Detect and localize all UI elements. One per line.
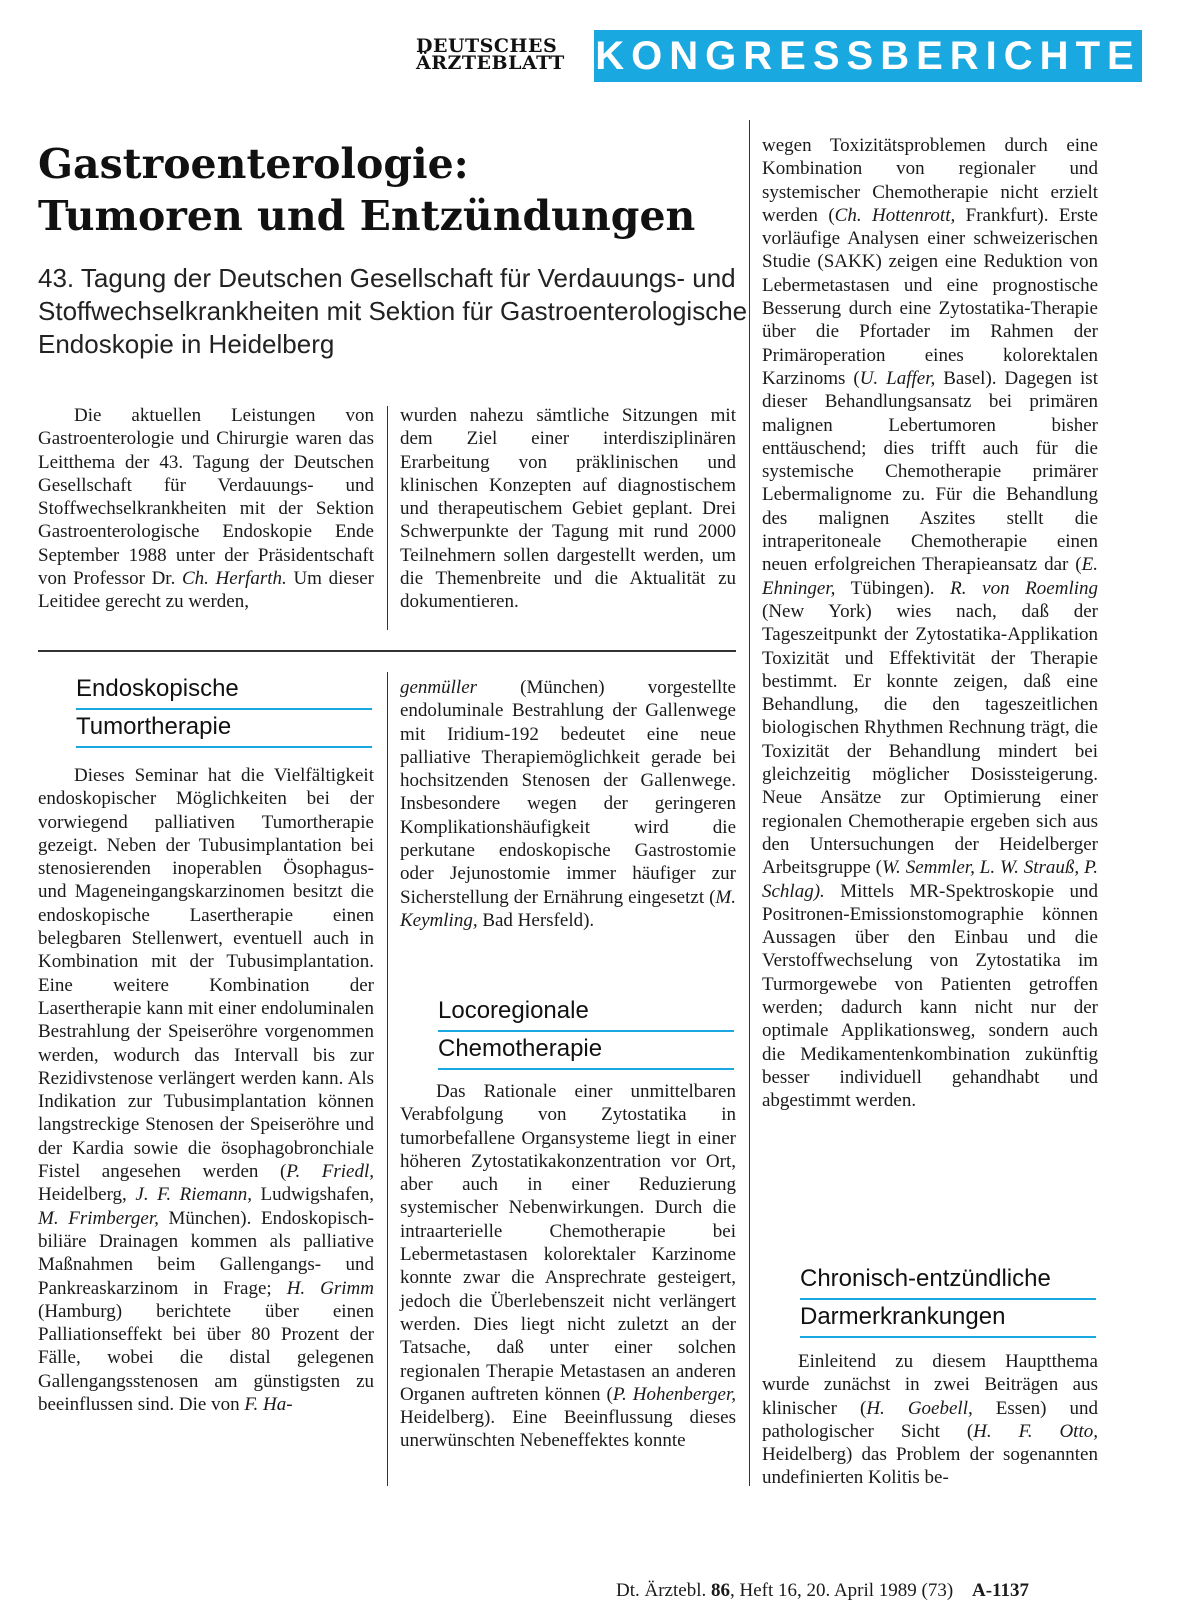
intro-paragraph-cont: wurden nahezu sämtliche Sitzungen mit dem Ziel einer interdisziplinären Erarbeitung von präklinischen und klinischen Konzepten auf diagnostischem und therapeutischem Gebiet geplant. Drei Schwerpunkte der Tagung mit rund 2000 Teilnehmern sollen dargestellt werden, um die Themenbreite und die Aktualität zu dokumentieren.: [400, 405, 736, 613]
article-subtitle: 43. Tagung der Deutschen Gesellschaft für Verdauungs- und Stoffwechselkrankheiten mit Sektion für Gastroenterologische Endoskopie in Heidelberg: [38, 263, 748, 359]
section-heading-endoskopische-tumortherapie: Endoskopische Tumortherapie: [76, 672, 372, 748]
column-divider: [387, 672, 388, 1486]
masthead: [416, 30, 1142, 82]
journal-logo-line2: ÄRZTEBLATT: [416, 52, 565, 74]
article-title-line1: Gastroenterologie:: [38, 140, 469, 188]
author-name: E. Ehninger,: [762, 554, 1098, 599]
column-divider: [749, 120, 750, 1486]
author-name: F. Ha-: [244, 1394, 293, 1416]
author-name: M. Frimberger,: [38, 1207, 159, 1229]
body-paragraph-cont: wegen Toxizitätsproblemen durch eine Kombination von regionaler und systemischer Chemotherapie nicht erzielt werden (Ch. Hottenrott, Frankfurt). Erste vorläufige Analysen einer schweizerischen Studie (SAKK) zeigen eine Reduktion von Lebermetastasen und eine prognostische Besserung durch eine Zytostatika-Therapie über die Pfortader im Rahmen der Primäroperation eines kolorektalen Karzinoms (U. Laffer, Basel). Dagegen ist dieser Behandlungsansatz bei primären malignen Lebertumoren bisher enttäuschend; dies trifft auch für die systemische Chemotherapie primärer Lebermalignome zu. Für die Behandlung des malignen Aszites stellt die intraperitoneale Chemotherapie einen neuen erfolgreichen Therapieansatz dar (E. Ehninger, Tübingen). R. von Roemling (New York) wies nach, daß der Tageszeitpunkt der Zytostatika-Applikation Toxizität und Effektivität der Therapie bestimmt. Er konnte zeigen, daß eine Behandlung, die den tageszeitlichen biologischen Rhythmen Rechnung trägt, die Toxizität der Behandlung mindert bei gleichzeitig möglicher Dosissteigerung. Neue Ansätze zur Optimierung einer regionalen Chemotherapie ergeben sich aus den Untersuchungen der Heidelberger Arbeitsgruppe (W. Semmler, L. W. Strauß, P. Schlag). Mittels MR-Spektroskopie und Positronen-Emissionstomographie können Aussagen über den Einbau und die Verstoffwechselung von Zytostatika im Turmorgewebe von Patienten getroffen werden; dadurch kann nicht nur der optimale Applikationsweg, sondern auch die Medikamentenkombination zukünftig besser individuell gehandhabt und abgestimmt werden.: [762, 135, 1098, 1112]
author-name: P. Hohenberger,: [612, 1383, 736, 1405]
author-name: R. von Roemling: [950, 577, 1098, 599]
section-banner: KONGRESSBERICHTE: [594, 30, 1142, 82]
section3-body: [762, 1350, 1098, 1490]
footer-journal: Dt. Ärztebl.: [616, 1580, 707, 1601]
section2-body: [400, 1080, 736, 1453]
body-paragraph: Einleitend zu diesem Hauptthema wurde zunächst in zwei Beiträgen aus klinischer (H. Goebell, Essen) und pathologischer Sicht (H. F. Otto, Heidelberg) das Problem der sogenannten undefinierten Kolitis be-: [762, 1351, 1098, 1489]
section-heading-locoregionale-chemotherapie: Locoregionale Chemotherapie: [438, 994, 734, 1070]
section1-body-col2: [400, 676, 736, 932]
article-title: [38, 138, 758, 242]
section1-body-col1: [38, 764, 374, 1416]
footer-volume: 86: [710, 1580, 730, 1601]
author-name: W. Semmler, L. W. Strauß, P. Schlag).: [762, 857, 1098, 902]
author-name: J. F. Riemann,: [135, 1184, 252, 1206]
intro-column-1: [38, 404, 374, 614]
article-title-line2: Tumoren und Entzündungen: [38, 192, 696, 240]
intro-paragraph: Die aktuellen Leistungen von Gastroenterologie und Chirurgie waren das Leitthema der 43. Tagung der Deutschen Gesellschaft für Verdauungs- und Stoffwechselkrankheiten mit der Sektion Gastroenterologische Endoskopie Ende September 1988 unter der Präsidentschaft von Professor Dr. Ch. Herfarth. Um dieser Leitidee gerecht zu werden,: [38, 405, 374, 613]
section2-body-col3: [762, 134, 1098, 1112]
intro-column-2: [400, 404, 736, 614]
section-rule: [38, 650, 736, 652]
author-name: H. F. Otto,: [973, 1420, 1098, 1442]
body-paragraph-cont: genmüller (München) vorgestellte endoluminale Bestrahlung der Gallenwege mit Iridium-192 bedeutet eine neue palliative Therapiemöglichkeit gerade bei hochsitzenden Stenosen der Gallenwege. Insbesondere wegen der geringeren Komplikationshäufigkeit wird die perkutane endoskopische Gastrostomie oder Jejunostomie immer häufiger zur Sicherstellung der Ernährung eingesetzt (M. Keymling, Bad Hersfeld).: [400, 677, 736, 931]
footer-issue: , Heft 16, 20. April 1989 (73): [729, 1580, 954, 1601]
body-paragraph: Das Rationale einer unmittelbaren Verabfolgung von Zytostatika in tumorbefallene Organsysteme liegt in einer höheren Zytostatikakonzentration vor Ort, aber auch in einer Reduzierung systemischer Nebenwirkungen. Durch die intraarterielle Chemotherapie bei Lebermetastasen kolorektaler Karzinome konnte zwar die Ansprechrate gesteigert, jedoch die Überlebenszeit nicht verlängert werden. Dies liegt nicht zuletzt an der Tatsache, daß unter einer solchen regionalen Therapie Metastasen an anderen Organen auftreten können (P. Hohenberger, Heidelberg). Eine Beeinflussung dieses unerwünschten Nebeneffektes konnte: [400, 1081, 736, 1452]
author-name: Ch. Herfarth.: [181, 568, 287, 590]
section-heading-chronisch-entzuendliche-darmerkrankungen: Chronisch-entzündliche Darmerkrankungen: [800, 1262, 1096, 1338]
author-name: H. Goebell,: [866, 1397, 973, 1419]
author-name: Ch. Hottenrott,: [834, 204, 956, 226]
author-name: P. Friedl,: [286, 1161, 374, 1183]
body-paragraph: Dieses Seminar hat die Vielfältigkeit endoskopischer Möglichkeiten bei der vorwiegend palliativen Tumortherapie gezeigt. Neben der Tubusimplantation bei stenosierenden inoperablen Ösophagus- und Mageneingangskarzinomen besitzt die endoskopische Lasertherapie einen belegbaren Stellenwert, eventuell auch in Kombination mit der Tubusimplantation. Eine weitere Kombination der Lasertherapie kann mit einer endoluminalen Bestrahlung der Speiseröhre vorgenommen werden, wodurch das Intervall bis zur Rezidivstenose verlängert werden kann. Als Indikation zur Tubusimplantation können langstreckige Stenosen der Speiseröhre und der Kardia sowie die ösophagobronchiale Fistel angesehen werden (P. Friedl, Heidelberg, J. F. Riemann, Ludwigshafen, M. Frimberger, München). Endoskopisch-biliäre Drainagen kommen als palliative Maßnahmen beim Gallengangs- und Pankreaskarzinom in Frage; H. Grimm (Hamburg) berichtete über einen Palliationseffekt bei über 80 Prozent der Fälle, wobei die distal gelegenen Gallengangsstenosen am günstigsten zu beeinflussen sind. Die von F. Ha-: [38, 765, 375, 1416]
journal-logo-line1: DEUTSCHES: [416, 35, 558, 57]
column-divider: [387, 406, 388, 630]
author-name: genmüller: [400, 677, 478, 698]
author-name: U. Laffer,: [859, 367, 936, 389]
author-name: H. Grimm: [286, 1277, 375, 1299]
journal-logo: [416, 35, 588, 74]
footer-page-number: A-1137: [971, 1580, 1029, 1601]
footer-citation: [616, 1580, 1136, 1602]
author-name: M. Keymling,: [400, 886, 736, 931]
